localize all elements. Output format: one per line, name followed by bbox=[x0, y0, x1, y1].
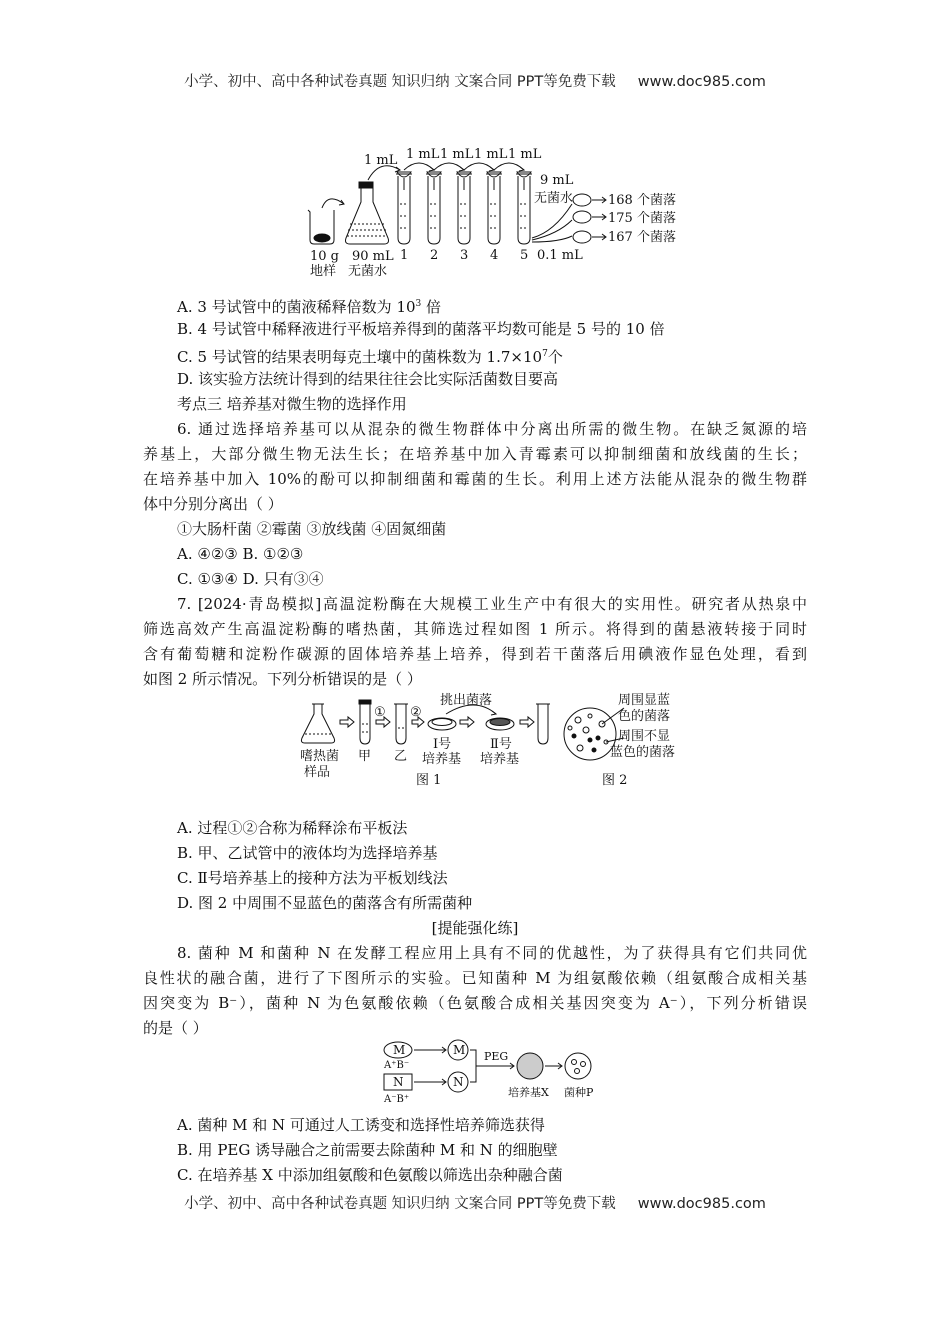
q5-option-d: D. 该实验方法统计得到的结果往往会比实际活菌数目要高 bbox=[177, 370, 559, 388]
tube-number-2: 2 bbox=[430, 248, 439, 263]
fig1-caption: 图 1 bbox=[416, 773, 442, 788]
header-text: 小学、初中、高中各种试卷真题 知识归纳 文案合同 PPT等免费下载 bbox=[184, 74, 616, 90]
fusion-medium: 培养基X bbox=[508, 1086, 549, 1099]
page-header bbox=[0, 70, 950, 91]
q7-option-b: B. 甲、乙试管中的液体均为选择培养基 bbox=[177, 844, 438, 862]
fig2-caption: 图 2 bbox=[602, 773, 628, 788]
fig1-step-2: ② bbox=[410, 705, 422, 720]
fig-label-flask-name: 无菌水 bbox=[348, 264, 388, 278]
tube-number-4: 4 bbox=[490, 248, 499, 263]
q7-option-a: A. 过程①②合称为稀释涂布平板法 bbox=[177, 819, 408, 837]
q7-line-2: 筛选高效产生高温淀粉酶的嗜热菌，其筛选过程如图 1 所示。将得到的菌悬液转接于同时 bbox=[143, 620, 807, 638]
q8-line-3: 因突变为 B⁻），菌种 N 为色氨酸依赖（色氨酸合成相关基因突变为 A⁻），下列分析错误 bbox=[143, 994, 807, 1012]
q7-line-1: 7. [2024·青岛模拟]高温淀粉酶在大规模工业生产中有很大的实用性。研究者从热泉中 bbox=[177, 595, 807, 613]
screening-figure bbox=[290, 690, 690, 790]
fig2-noblue-2: 蓝色的菌落 bbox=[610, 745, 676, 760]
q8-option-a: A. 菌种 M 和 N 可通过人工诱变和选择性培养筛选获得 bbox=[177, 1116, 545, 1134]
fig-label-transfer-1: 1 mL bbox=[406, 147, 440, 162]
q6-options-cd: C. ①③④ D. 只有③④ bbox=[177, 570, 324, 588]
tube-number-3: 3 bbox=[460, 248, 469, 263]
fig1-plate1-2: 培养基 bbox=[422, 752, 462, 767]
fig1-sample-1: 嗜热菌 bbox=[300, 749, 340, 764]
fig-label-water: 无菌水 bbox=[534, 191, 574, 206]
fusion-figure bbox=[378, 1038, 618, 1108]
fig1-step-1: ① bbox=[374, 705, 386, 720]
q8-line-4: 的是（ ） bbox=[143, 1019, 208, 1037]
fusion-n-parent: N bbox=[393, 1075, 404, 1089]
header-site: www.doc985.com bbox=[637, 74, 766, 90]
fig-label-transfer-4: 1 mL bbox=[508, 147, 542, 162]
footer-text: 小学、初中、高中各种试卷真题 知识归纳 文案合同 PPT等免费下载 bbox=[184, 1196, 616, 1212]
fig2-blue-2: 色的菌落 bbox=[618, 709, 671, 724]
fig1-pick-label: 挑出菌落 bbox=[440, 693, 493, 708]
fusion-n-protoplast: N bbox=[453, 1075, 464, 1089]
q5-option-c: C. 5 号试管的结果表明每克土壤中的菌株数为 $1.7\times 10^7$个 bbox=[177, 348, 563, 366]
tube-number-1: 1 bbox=[400, 248, 409, 263]
fig1-plate1-1: Ⅰ号 bbox=[433, 737, 452, 752]
fusion-m-protoplast: M bbox=[453, 1043, 466, 1057]
q7-option-d: D. 图 2 中周围不显蓝色的菌落含有所需菌种 bbox=[177, 894, 473, 912]
q7-line-4: 如图 2 所示情况。下列分析错误的是（ ） bbox=[143, 670, 422, 688]
q6-items: ①大肠杆菌 ②霉菌 ③放线菌 ④固氮细菌 bbox=[177, 520, 447, 538]
plate-result-1: 168 个菌落 bbox=[608, 193, 676, 208]
fig1-sample-2: 样品 bbox=[304, 765, 331, 780]
fig1-plate2-2: 培养基 bbox=[480, 752, 520, 767]
fusion-genotype-n: A⁻B⁺ bbox=[384, 1094, 410, 1105]
q8-line-2: 良性状的融合菌，进行了下图所示的实验。已知菌种 M 为组氨酸依赖（组氨酸合成相关基 bbox=[143, 969, 807, 987]
q6-line-2: 养基上，大部分微生物无法生长；在培养基中加入青霉素可以抑制细菌和放线菌的生长； bbox=[143, 445, 807, 463]
fig2-blue-1: 周围显蓝 bbox=[618, 693, 671, 708]
tube-number-5: 5 bbox=[520, 248, 529, 263]
fig1-tube-b: 乙 bbox=[394, 749, 408, 764]
plate-result-2: 175 个菌落 bbox=[608, 211, 676, 226]
q8-line-1: 8. 菌种 M 和菌种 N 在发酵工程应用上具有不同的优越性，为了获得具有它们共同优 bbox=[177, 944, 807, 962]
q6-line-4: 体中分别分离出（ ） bbox=[143, 495, 283, 513]
q6-line-3: 在培养基中加入 10%的酚可以抑制细菌和霉菌的生长。利用上述方法能从混杂的微生物群 bbox=[143, 470, 807, 488]
plate-result-3: 167 个菌落 bbox=[608, 230, 676, 245]
fusion-genotype-m: A⁺B⁻ bbox=[384, 1060, 410, 1071]
fig2-noblue-1: 周围不显 bbox=[618, 729, 671, 744]
q7-option-c: C. Ⅱ号培养基上的接种方法为平板划线法 bbox=[177, 869, 448, 887]
q8-option-c: C. 在培养基 X 中添加组氨酸和色氨酸以筛选出杂种融合菌 bbox=[177, 1166, 563, 1184]
q6-line-1: 6. 通过选择培养基可以从混杂的微生物群体中分离出所需的微生物。在缺乏氮源的培 bbox=[177, 420, 807, 438]
fig-label-sample-amount: 10 g bbox=[310, 249, 339, 264]
fig-label-plating-volume: 0.1 mL bbox=[537, 248, 583, 263]
q7-line-3: 含有葡萄糖和淀粉作碳源的固体培养基上培养，得到若干菌落后用碘液作显色处理，看到 bbox=[143, 645, 807, 663]
q5-option-b: B. 4 号试管中稀释液进行平板培养得到的菌落平均数可能是 5 号的 10 倍 bbox=[177, 320, 665, 338]
fig1-tube-a: 甲 bbox=[358, 749, 372, 764]
page-footer bbox=[0, 1192, 950, 1213]
fig-label-sample: 地样 bbox=[310, 264, 337, 278]
q6-options-ab: A. ④②③ B. ①②③ bbox=[177, 545, 304, 563]
fusion-strain: 菌种P bbox=[564, 1086, 594, 1099]
fusion-peg: PEG bbox=[484, 1050, 509, 1063]
fig-label-flask-transfer: 1 mL bbox=[364, 153, 398, 168]
fig-label-transfer-3: 1 mL bbox=[474, 147, 508, 162]
fig-label-flask-volume: 90 mL bbox=[352, 249, 394, 264]
fusion-m-parent: M bbox=[393, 1043, 406, 1057]
q8-option-b: B. 用 PEG 诱导融合之前需要去除菌种 M 和 N 的细胞壁 bbox=[177, 1141, 558, 1159]
footer-site: www.doc985.com bbox=[637, 1196, 766, 1212]
practice-title: [提能强化练] bbox=[431, 919, 519, 937]
fig-label-transfer-2: 1 mL bbox=[440, 147, 474, 162]
fig1-plate2-1: Ⅱ号 bbox=[490, 737, 512, 752]
dilution-figure bbox=[300, 142, 700, 278]
q5-option-a: A. 3 号试管中的菌液稀释倍数为 $10^3$ 倍 bbox=[177, 298, 442, 316]
fig-label-water-volume: 9 mL bbox=[540, 173, 574, 188]
section-3-title: 考点三 培养基对微生物的选择作用 bbox=[177, 395, 407, 413]
